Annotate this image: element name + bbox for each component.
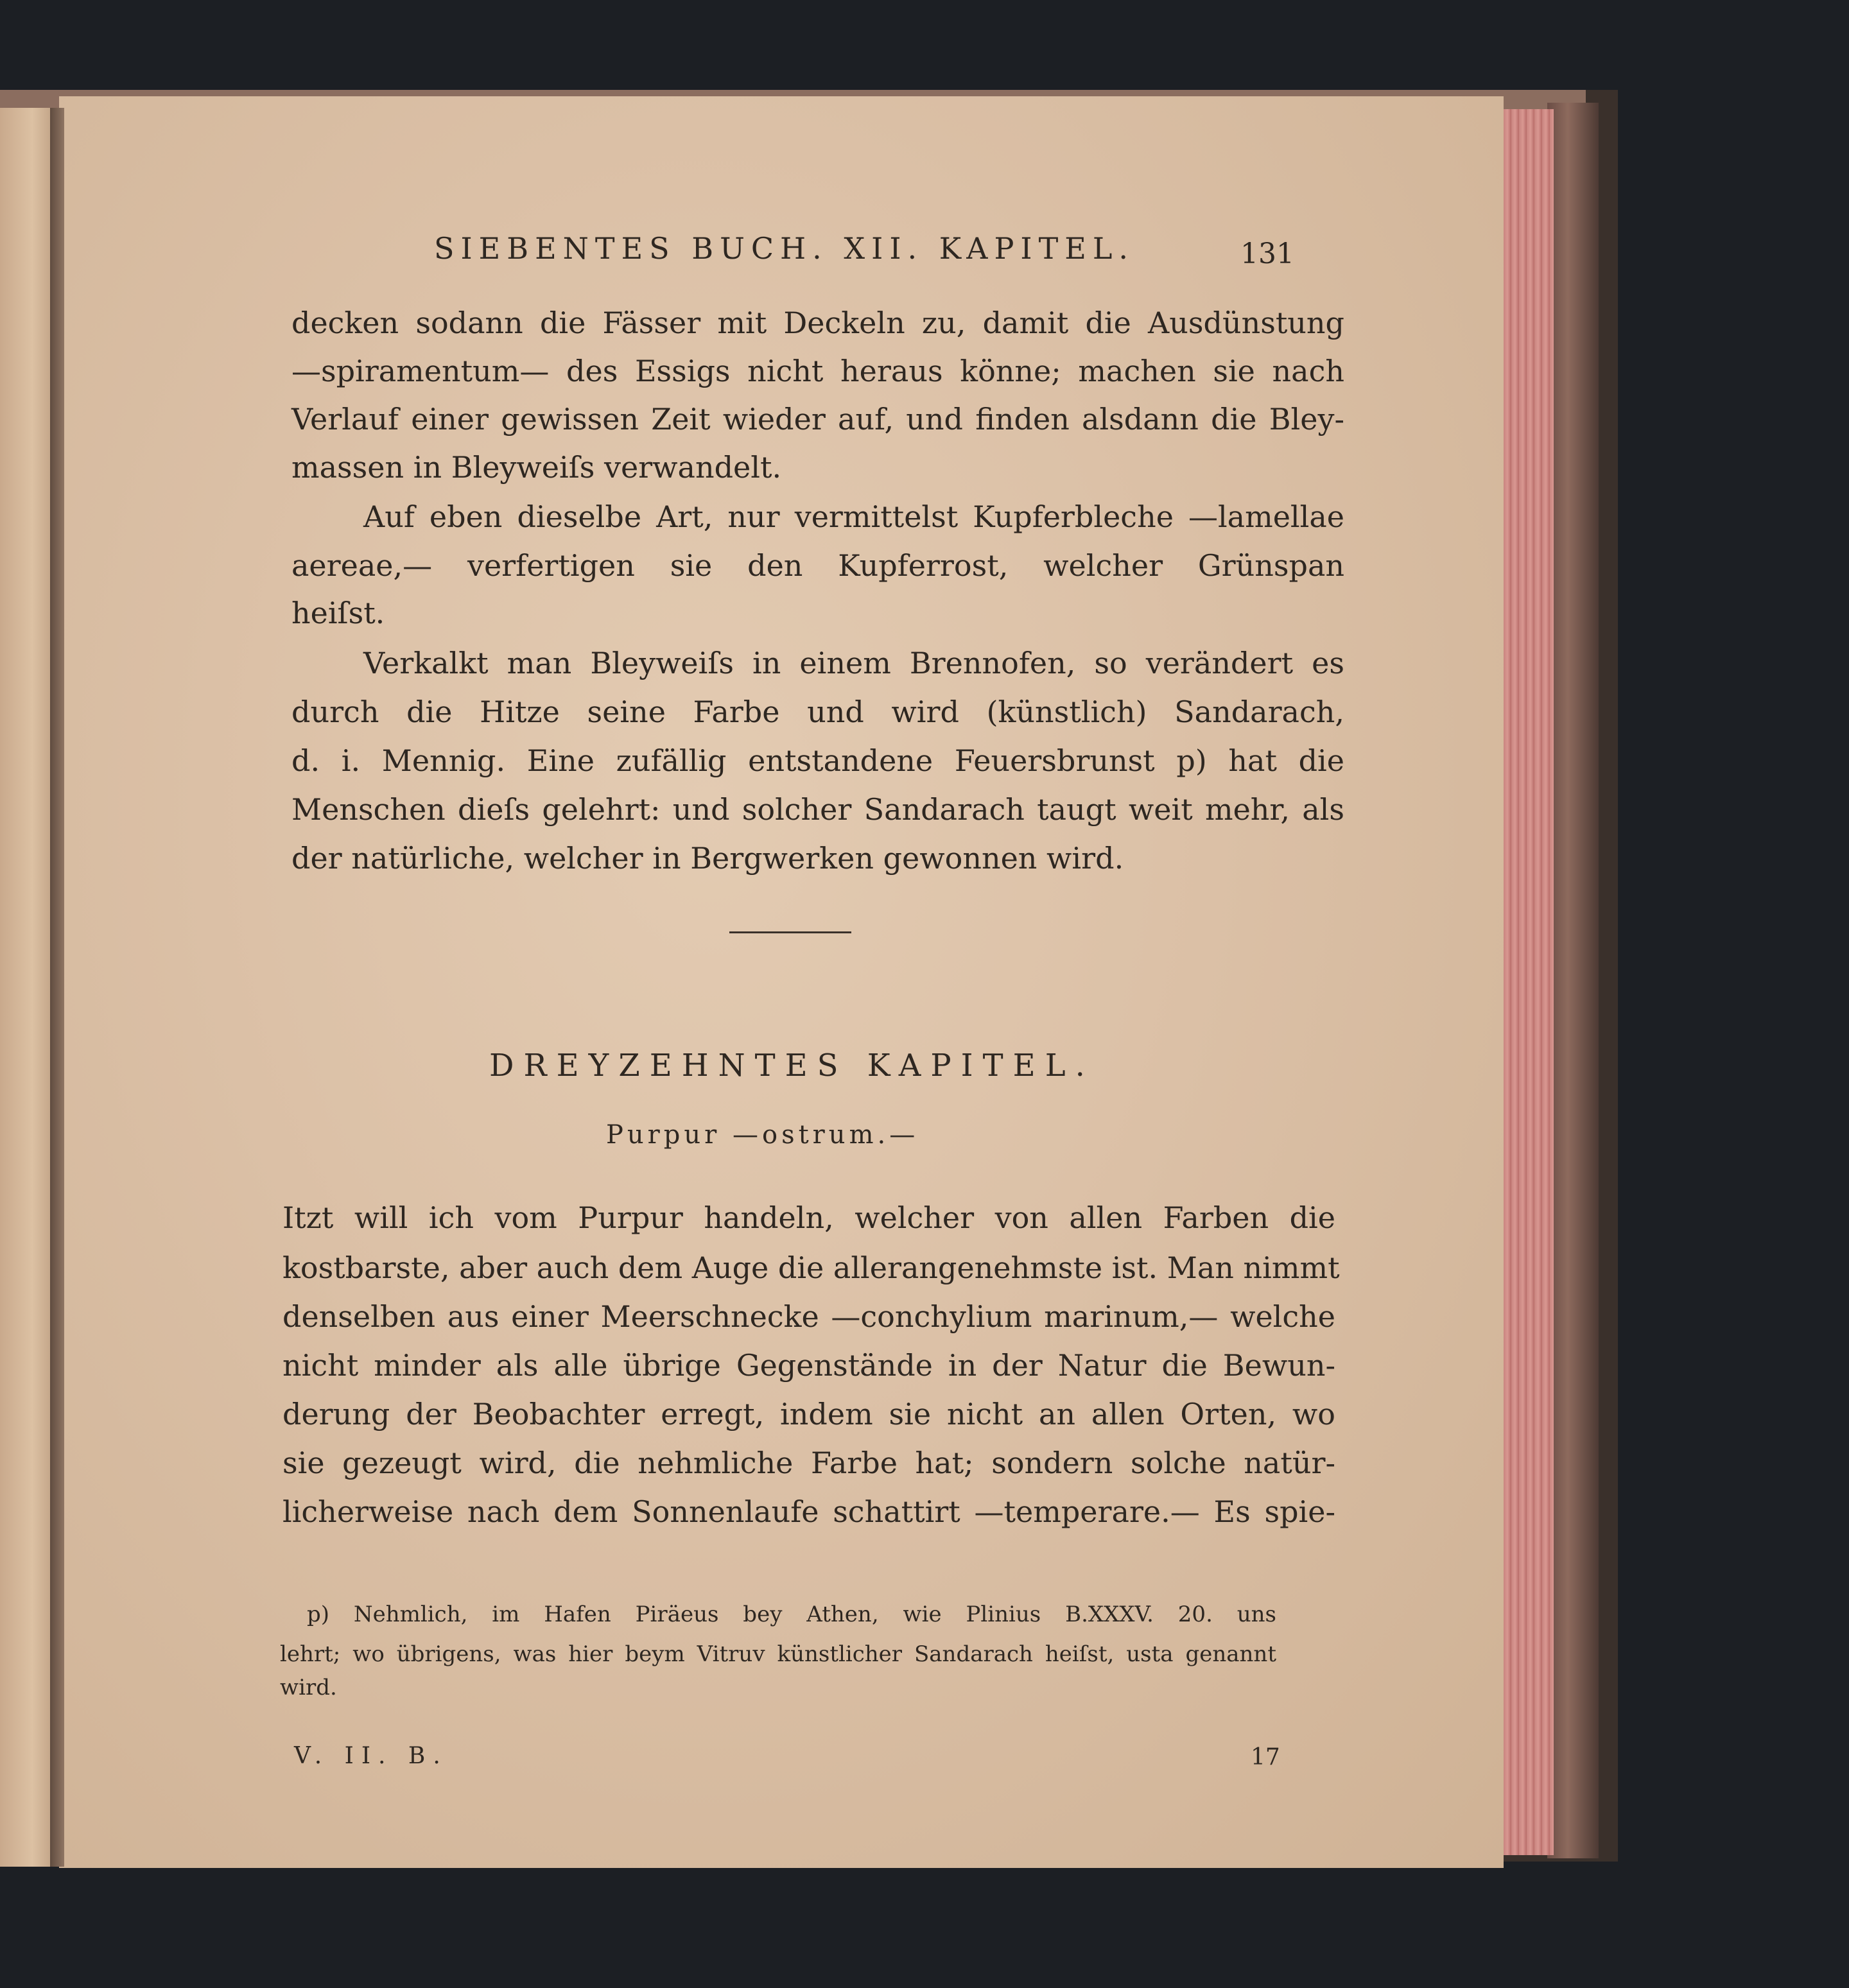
text-line: derung der Beobachter erregt, indem sie nicht an allen Orten, wo	[282, 1397, 1335, 1431]
text-line: Verkalkt man Bleyweiſs in einem Brennofen, so verändert es	[363, 646, 1344, 680]
text-line: decken sodann die Fässer mit Deckeln zu, damit die Ausdünstung	[291, 306, 1344, 340]
text-line: heiſst.	[291, 596, 385, 630]
text-line: d. i. Mennig. Eine zufällig entstandene Feuersbrunst p) hat die	[291, 743, 1344, 778]
footnote-line: lehrt; wo übrigens, was hier beym Vitruv künstlicher Sandarach heiſst, usta genannt	[280, 1641, 1276, 1667]
text-line: aereae,— verfertigen sie den Kupferrost, welcher Grünspan	[291, 548, 1344, 583]
running-head-title: SIEBENTES BUCH. XII. KAPITEL.	[434, 231, 1135, 266]
text-line: massen in Bleyweiſs verwandelt.	[291, 450, 782, 485]
book-cover-edge	[1547, 103, 1599, 1858]
text-line: Auf eben dieselbe Art, nur vermittelst Kupferbleche —lamellae	[363, 499, 1344, 534]
signature-number: 17	[1251, 1744, 1280, 1770]
text-line: Menschen dieſs gelehrt: und solcher Sandarach taugt weit mehr, als	[291, 792, 1344, 827]
book-gutter	[50, 108, 64, 1867]
text-line: nicht minder als alle übrige Gegenstände in der Natur die Bewun-	[282, 1348, 1335, 1383]
text-line: Itzt will ich vom Purpur handeln, welcher von allen Farben die	[282, 1200, 1335, 1235]
chapter-title: DREYZEHNTES KAPITEL.	[489, 1048, 1095, 1084]
footnote-line: wird.	[280, 1675, 337, 1700]
page-number: 131	[1240, 238, 1294, 270]
text-line: kostbarste, aber auch dem Auge die allerangenehmste ist. Man nimmt	[282, 1250, 1340, 1285]
chapter-subtitle: Purpur —ostrum.—	[606, 1120, 919, 1150]
signature-mark: V. II. B.	[294, 1743, 448, 1769]
text-line: licherweise nach dem Sonnenlaufe schattirt —temperare.— Es spie-	[282, 1494, 1335, 1529]
section-divider	[729, 931, 851, 933]
text-line: durch die Hitze seine Farbe und wird (künstlich) Sandarach,	[291, 695, 1344, 729]
text-line: denselben aus einer Meerschnecke —conchylium marinum,— welche	[282, 1299, 1335, 1334]
text-line: —spiramentum— des Essigs nicht heraus könne; machen sie nach	[291, 354, 1344, 388]
text-line: der natürliche, welcher in Bergwerken gewonnen wird.	[291, 841, 1124, 876]
text-line: Verlauf einer gewissen Zeit wieder auf, und finden alsdann die Bley-	[291, 402, 1344, 436]
footnote-line: p) Nehmlich, im Hafen Piräeus bey Athen, wie Plinius B.XXXV. 20. uns	[307, 1602, 1276, 1627]
text-line: sie gezeugt wird, die nehmliche Farbe hat; sondern solche natür-	[282, 1446, 1335, 1480]
page-edges-red	[1496, 109, 1554, 1855]
